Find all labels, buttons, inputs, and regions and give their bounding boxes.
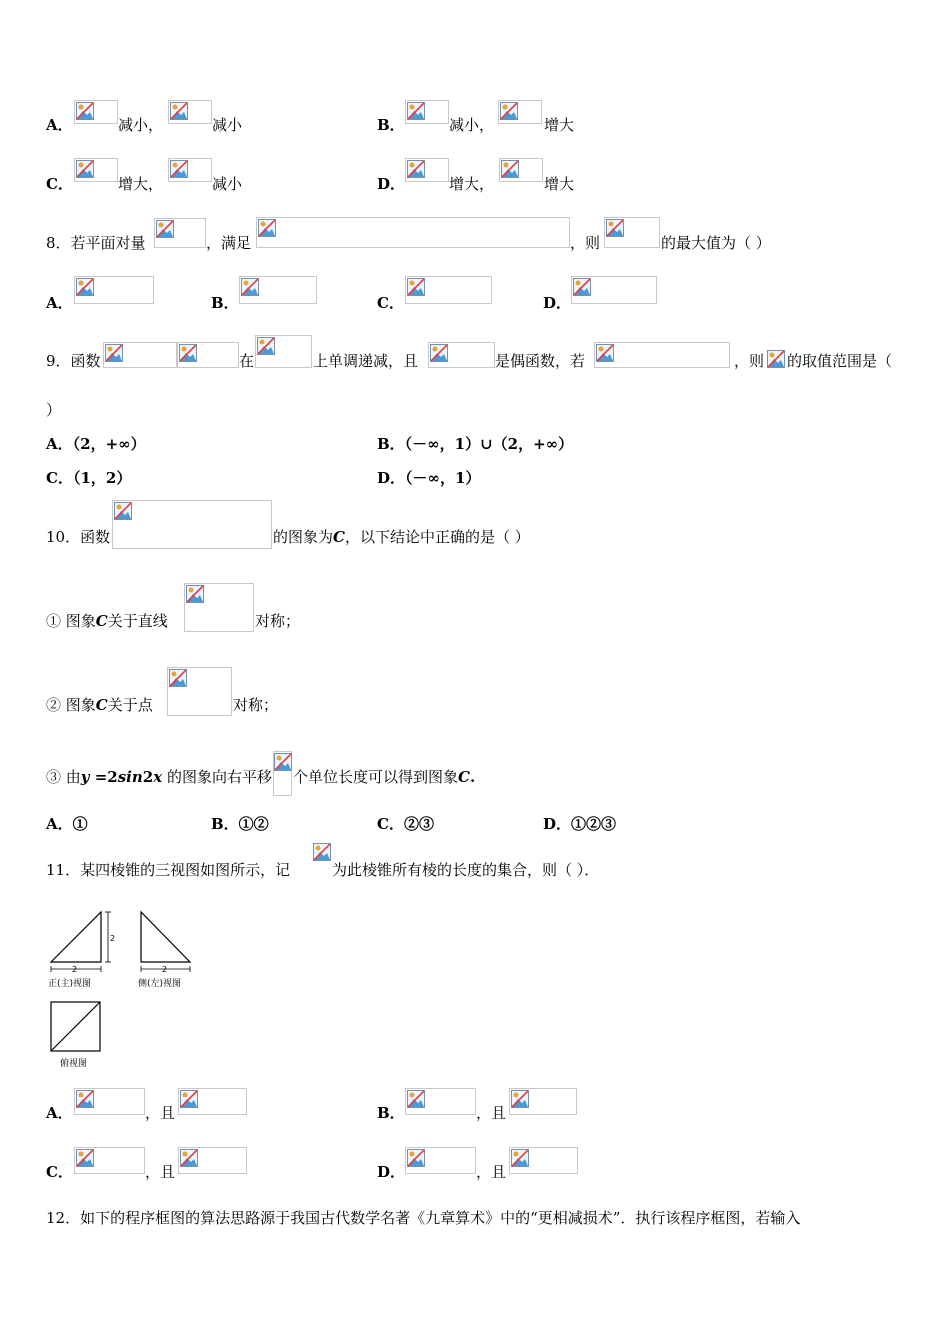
q9-stem: 在 — [239, 352, 255, 370]
formula-image — [509, 1147, 578, 1174]
q7-option-d[interactable]: D． — [377, 175, 406, 193]
formula-image — [74, 158, 118, 182]
option-text: 增大 — [544, 175, 575, 193]
formula-image — [74, 1088, 145, 1115]
q11-option-d[interactable]: D． — [377, 1163, 406, 1181]
q7-option-b[interactable]: B． — [377, 116, 405, 134]
broken-image-icon — [606, 219, 624, 237]
stmt-text: 对称； — [233, 696, 279, 714]
stmt-text: 关于直线 — [107, 612, 168, 630]
formula-image — [405, 158, 449, 182]
stmt-text: 个单位长度可以得到图象 — [293, 768, 459, 786]
broken-image-icon — [407, 102, 425, 120]
broken-image-icon — [114, 502, 132, 520]
q8-stem: 8．若平面对量 — [46, 234, 146, 252]
q10-option-c[interactable]: C．②③ — [377, 815, 434, 833]
option-text: 增大， — [118, 175, 164, 193]
formula-image — [405, 100, 449, 124]
option-label: A． — [46, 116, 73, 134]
dim-label-front: 2 — [72, 965, 78, 974]
formula-image — [256, 217, 570, 248]
broken-image-icon — [76, 278, 94, 296]
q11-option-c[interactable]: C． — [46, 1163, 73, 1181]
broken-image-icon — [105, 344, 123, 362]
formula-image — [178, 1147, 247, 1174]
broken-image-icon — [430, 344, 448, 362]
formula-image — [112, 500, 272, 549]
stmt-var: C — [458, 768, 470, 786]
broken-image-icon — [596, 344, 614, 362]
q8-option-c[interactable]: C． — [377, 294, 404, 312]
q11-stem: 11．某四棱锥的三视图如图所示，记 — [46, 861, 291, 879]
three-view-figure — [44, 905, 204, 1075]
formula-image — [604, 217, 660, 248]
option-text: 减小， — [118, 116, 164, 134]
formula-image — [405, 1147, 476, 1174]
broken-image-icon — [511, 1090, 529, 1108]
q11-option-a[interactable]: A． — [46, 1104, 73, 1122]
option-text: ，且 — [145, 1163, 176, 1181]
formula-image — [74, 1147, 145, 1174]
stmt-var: C — [95, 696, 108, 714]
option-text: 增大 — [544, 116, 575, 134]
q8-option-a[interactable]: A． — [46, 294, 73, 312]
broken-image-icon — [170, 160, 188, 178]
q9-option-d[interactable]: D．（－∞，1） — [377, 469, 481, 487]
stmt-text: ② 图象 — [46, 696, 96, 714]
formula-image — [168, 158, 212, 182]
q8-stem: ，满足 — [206, 234, 252, 252]
q8-stem: ，则 — [570, 234, 601, 252]
q8-option-b[interactable]: B． — [211, 294, 239, 312]
formula-image — [74, 100, 118, 124]
stem-text: 的图象为 — [273, 528, 334, 546]
stmt-text: 的图象向右平移 — [162, 768, 272, 786]
q11-option-b[interactable]: B． — [377, 1104, 405, 1122]
formula-image — [154, 218, 206, 248]
broken-image-icon — [156, 220, 174, 238]
broken-image-icon — [76, 1090, 94, 1108]
stmt-var: sin — [117, 768, 143, 786]
top-view — [51, 1002, 100, 1051]
formula-image — [184, 583, 254, 632]
option-text: 减小 — [212, 175, 243, 193]
q10-statement-1 — [46, 612, 168, 630]
formula-image — [594, 342, 730, 368]
formula-image — [168, 100, 212, 124]
broken-image-icon — [169, 669, 187, 687]
formula-image — [273, 751, 292, 796]
side-view-label: 侧(左)视图 — [138, 979, 182, 989]
broken-image-icon — [501, 160, 519, 178]
q7-option-c[interactable]: C． — [46, 175, 73, 193]
stmt-text: 2 — [142, 768, 154, 786]
q10-stem: 10．函数 — [46, 528, 111, 546]
option-text: 增大， — [449, 175, 495, 193]
broken-image-icon — [407, 160, 425, 178]
q10-statement-3 — [46, 768, 272, 786]
q10-statement-2 — [46, 696, 153, 714]
stmt-text: ③ 由 — [46, 768, 81, 786]
q12-stem: 12．如下的程序框图的算法思路源于我国古代数学名著《九章算术》中的“更相减损术”．执行该程序框图，若输入 — [46, 1209, 801, 1227]
broken-image-icon — [76, 1149, 94, 1167]
stmt-text: =2 — [89, 768, 118, 786]
broken-image-icon — [241, 278, 259, 296]
q10-option-d[interactable]: D．①②③ — [543, 815, 617, 833]
option-text: ，且 — [476, 1104, 507, 1122]
top-view-label: 俯视图 — [60, 1059, 88, 1069]
broken-image-icon — [511, 1149, 529, 1167]
side-view — [141, 912, 190, 972]
broken-image-icon — [407, 1090, 425, 1108]
broken-image-icon — [257, 337, 275, 355]
formula-image — [178, 1088, 247, 1115]
broken-image-icon — [170, 102, 188, 120]
stmt-var: x — [153, 768, 163, 786]
stmt-text: ① 图象 — [46, 612, 96, 630]
stem-text: ，以下结论中正确的是（ ） — [344, 528, 530, 546]
broken-image-icon — [407, 278, 425, 296]
stmt-text: 关于点 — [107, 696, 153, 714]
stmt-text: . — [469, 768, 476, 786]
q8-stem: 的最大值为（ ） — [661, 234, 771, 252]
broken-image-icon — [180, 1090, 198, 1108]
formula-image — [767, 350, 785, 368]
stmt-var: C — [95, 612, 108, 630]
q9-stem: ） — [46, 401, 62, 419]
q8-option-d[interactable]: D． — [543, 294, 572, 312]
broken-image-icon — [186, 585, 204, 603]
formula-image — [428, 342, 495, 368]
formula-image — [405, 276, 492, 304]
q9-option-b[interactable]: B．（－∞，1）∪（2，+∞） — [377, 435, 574, 453]
formula-image — [498, 100, 542, 124]
formula-image — [509, 1088, 577, 1115]
broken-image-icon — [767, 350, 785, 368]
q9-stem: 的取值范围是（ — [787, 352, 893, 370]
broken-image-icon — [180, 1149, 198, 1167]
q10-stem — [273, 528, 530, 546]
formula-image — [74, 276, 154, 304]
formula-image — [571, 276, 657, 304]
q10-statement-3-end — [293, 768, 475, 786]
option-text: ，且 — [476, 1163, 507, 1181]
stem-var: C — [333, 528, 345, 546]
q9-stem: 9．函数 — [46, 352, 101, 370]
q9-option-c[interactable]: C．（1，2） — [46, 469, 132, 487]
q9-option-a[interactable]: A．（2，+∞） — [46, 435, 146, 453]
front-view-label: 正(主)视图 — [48, 979, 92, 989]
broken-image-icon — [76, 102, 94, 120]
q11-stem: 为此棱锥所有棱的长度的集合，则（ ）． — [332, 861, 600, 879]
broken-image-icon — [274, 753, 292, 771]
formula-image — [167, 667, 232, 716]
formula-image — [103, 342, 177, 368]
formula-image — [255, 335, 312, 368]
formula-image — [239, 276, 317, 304]
front-view — [51, 912, 111, 972]
q10-option-a[interactable]: A．① — [46, 815, 88, 833]
q7-option-a[interactable] — [46, 116, 73, 134]
q9-stem: 是偶函数，若 — [495, 352, 586, 370]
stmt-var: y — [80, 768, 90, 786]
formula-image — [177, 342, 239, 368]
q9-stem: 上单调递减，且 — [313, 352, 419, 370]
formula-image — [405, 1088, 476, 1115]
broken-image-icon — [407, 1149, 425, 1167]
broken-image-icon — [573, 278, 591, 296]
broken-image-icon — [179, 344, 197, 362]
option-text: 减小 — [212, 116, 243, 134]
option-text: ，且 — [145, 1104, 176, 1122]
formula-image — [499, 158, 543, 182]
q9-stem: ，则 — [734, 352, 765, 370]
option-text: 减小， — [449, 116, 495, 134]
broken-image-icon — [500, 102, 518, 120]
formula-image — [313, 843, 332, 878]
dim-label-vertical: 2 — [110, 934, 116, 943]
stmt-text: 对称； — [255, 612, 301, 630]
broken-image-icon — [313, 843, 331, 861]
broken-image-icon — [76, 160, 94, 178]
broken-image-icon — [258, 219, 276, 237]
q10-option-b[interactable]: B．①② — [211, 815, 269, 833]
dim-label-side: 2 — [162, 965, 168, 974]
